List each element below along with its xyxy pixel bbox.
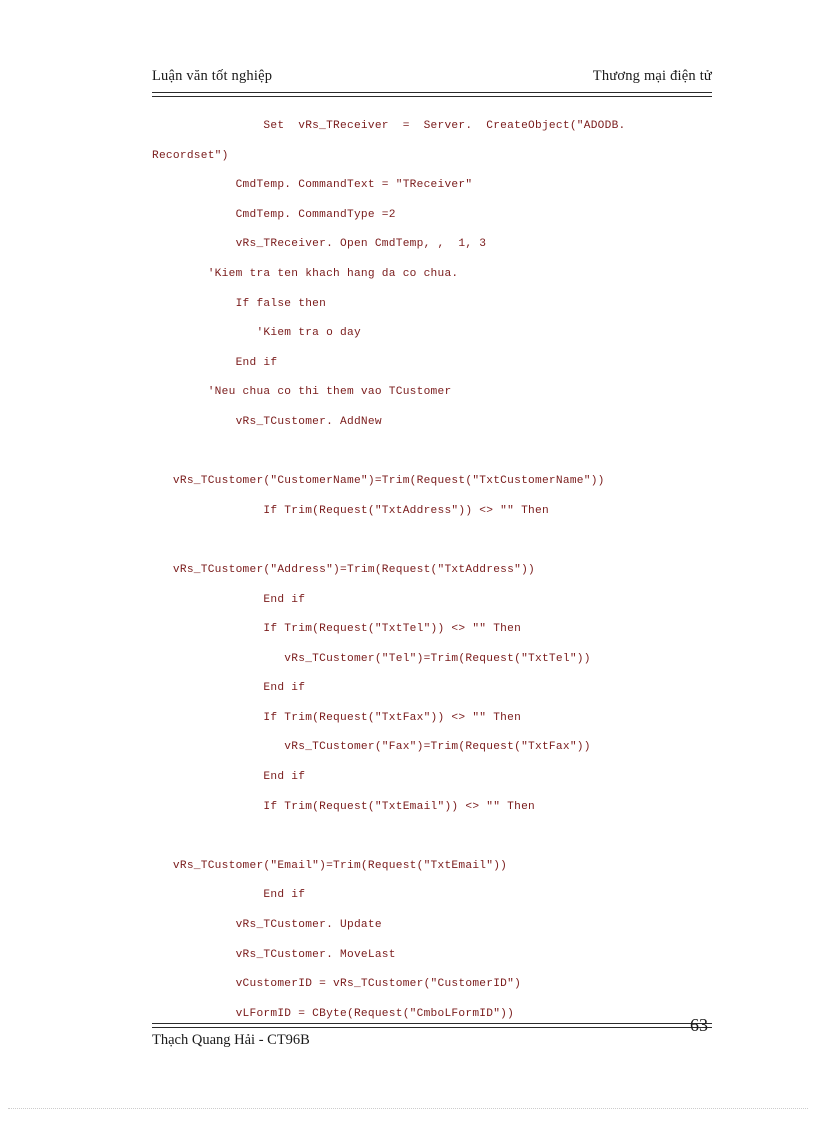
page-footer bbox=[152, 1032, 712, 1049]
code-line: 'Kiem tra o day bbox=[152, 327, 361, 340]
code-line bbox=[152, 526, 718, 556]
code-block bbox=[152, 112, 718, 1029]
footer-divider bbox=[152, 1023, 712, 1028]
code-line: 'Kiem tra ten khach hang da co chua. bbox=[152, 267, 459, 280]
code-line: End if bbox=[152, 356, 278, 369]
code-line: vRs_TCustomer("CustomerName")=Trim(Request("TxtCustomerName")) bbox=[152, 475, 605, 488]
code-line: vRs_TCustomer. AddNew bbox=[152, 415, 382, 428]
code-line: vRs_TCustomer("Email")=Trim(Request("TxtEmail")) bbox=[152, 859, 508, 872]
code-line: If Trim(Request("TxtFax")) <> "" Then bbox=[152, 711, 522, 724]
code-line: vRs_TCustomer. Update bbox=[152, 919, 382, 932]
code-line bbox=[152, 822, 718, 852]
code-line: End if bbox=[152, 771, 306, 784]
code-line: vRs_TCustomer("Tel")=Trim(Request("TxtTel")) bbox=[152, 652, 591, 665]
code-line: End if bbox=[152, 593, 306, 606]
code-line: 'Neu chua co thi them vao TCustomer bbox=[152, 386, 452, 399]
code-line: If Trim(Request("TxtTel")) <> "" Then bbox=[152, 623, 522, 636]
code-line: vLFormID = CByte(Request("CmboLFormID")) bbox=[152, 1007, 515, 1020]
code-line: vCustomerID = vRs_TCustomer("CustomerID") bbox=[152, 978, 522, 991]
page-number: 63 bbox=[690, 1015, 708, 1035]
code-line: Set vRs_TReceiver = Server. CreateObject("ADODB. bbox=[152, 120, 626, 132]
code-line: CmdTemp. CommandText = "TReceiver" bbox=[152, 179, 473, 192]
code-line: If Trim(Request("TxtEmail")) <> "" Then bbox=[152, 800, 535, 813]
code-line: If false then bbox=[152, 297, 327, 310]
page-header bbox=[152, 68, 712, 85]
code-line: Recordset") bbox=[152, 149, 229, 162]
header-right-text: Thương mại điện tử bbox=[592, 68, 712, 84]
code-line: vRs_TCustomer. MoveLast bbox=[152, 948, 396, 961]
code-line: vRs_TCustomer("Address")=Trim(Request("TxtAddress")) bbox=[152, 563, 535, 576]
code-line bbox=[152, 438, 718, 468]
footer-author: Thạch Quang Hải - CT96B bbox=[152, 1032, 310, 1048]
bottom-dotted-rule bbox=[8, 1108, 808, 1109]
code-line: End if bbox=[152, 889, 306, 902]
code-line: CmdTemp. CommandType =2 bbox=[152, 208, 396, 221]
code-line: End if bbox=[152, 682, 306, 695]
code-line: vRs_TReceiver. Open CmdTemp, , 1, 3 bbox=[152, 238, 487, 251]
header-left-text: Luận văn tốt nghiệp bbox=[152, 68, 273, 84]
code-line: If Trim(Request("TxtAddress")) <> "" Then bbox=[152, 504, 549, 517]
header-divider bbox=[152, 92, 712, 97]
code-line: vRs_TCustomer("Fax")=Trim(Request("TxtFax")) bbox=[152, 741, 591, 754]
